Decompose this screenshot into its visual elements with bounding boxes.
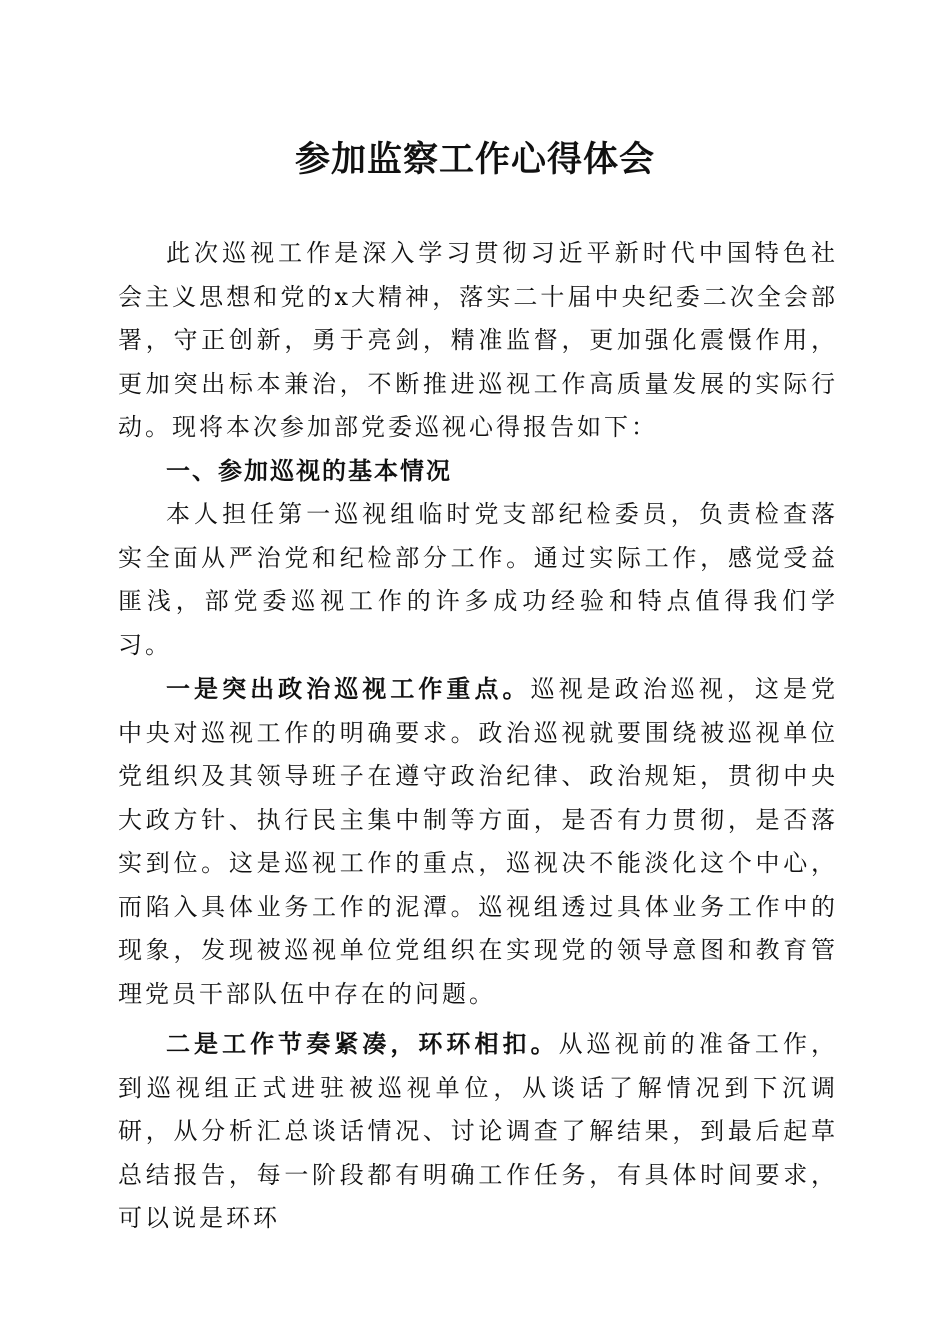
point1-text: 巡视是政治巡视，这是党中央对巡视工作的明确要求。政治巡视就要围绕被巡视单位党组织及其领导班子在遵守政治纪律、政治规矩，贯彻中央大政方针、执行民主集中制等方面，是否有力贯彻，是否落实到位。这是巡视工作的重点，巡视决不能淡化这个中心，而陷入具体业务工作的泥潭。巡视组透过具体业务工作中的现象，发现被巡视单位党组织在实现党的领导意图和教育管理党员干部队伍中存在的问题。 [118,675,839,1008]
section-heading-basic-situation: 一、参加巡视的基本情况 [166,456,452,485]
point2-text: 从巡视前的准备工作，到巡视组正式进驻被巡视单位，从谈话了解情况到下沉调研，从分析汇总谈话情况、讨论调查了解结果，到最后起草总结报告，每一阶段都有明确工作任务，有具体时间要求，可以说是环环 [118,1030,838,1232]
section1-paragraph: 本人担任第一巡视组临时党支部纪检委员，负责检查落实全面从严治党和纪检部分工作。通过实际工作，感觉受益匪浅，部党委巡视工作的许多成功经验和特点值得我们学习。 [118,500,838,659]
intro-paragraph: 此次巡视工作是深入学习贯彻习近平新时代中国特色社会主义思想和党的x大精神，落实二十届中央纪委二次全会部署，守正创新，勇于亮剑，精准监督，更加强化震慑作用，更加突出标本兼治，不断推进巡视工作高质量发展的实际行动。现将本次参加部党委巡视心得报告如下： [118,239,838,441]
point2-lead: 二是工作节奏紧凑，环环相扣。 [166,1029,559,1058]
document-title: 参加监察工作心得体会 [294,139,655,180]
point2-paragraph [118,1022,838,1241]
point1-lead: 一是突出政治巡视工作重点。 [166,674,531,703]
point1-paragraph [118,667,838,1016]
document-body [118,232,838,1241]
